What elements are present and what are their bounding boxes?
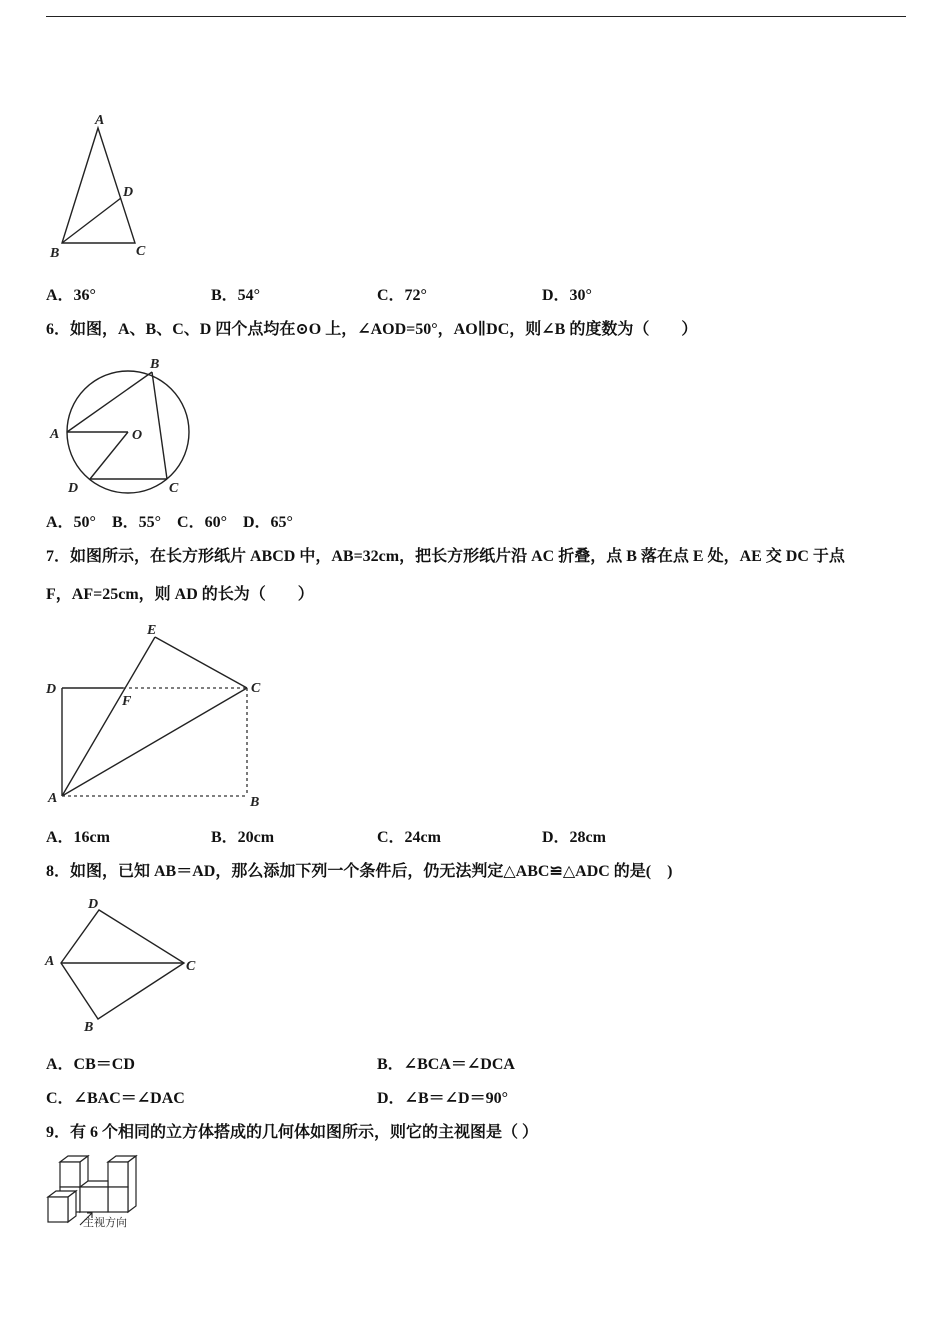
- q6-question-text: 6．如图，A、B、C、D 四个点均在⊙O 上，∠AOD=50°，AO∥DC，则∠B 的度数为（ ）: [46, 321, 698, 338]
- q7-option-d: D．28cm: [542, 829, 606, 846]
- q6-segment-bc: [152, 372, 167, 479]
- q7-rectangle-fold-figure: [44, 618, 269, 813]
- q9-direction-label: 主视方向: [83, 1217, 127, 1229]
- q6-circle-figure: [44, 352, 194, 497]
- q9-cube-middle: [80, 1187, 108, 1212]
- q5-option-a: A．36°: [46, 287, 96, 304]
- q7-question-text-line1: 7．如图所示，在长方形纸片 ABCD 中，AB=32cm，把长方形纸片沿 AC 折叠，点 B 落在点 E 处，AE 交 DC 于点: [46, 548, 845, 565]
- q6-label-o: O: [132, 428, 143, 443]
- q8-label-b: B: [84, 1020, 94, 1035]
- q9-cube-right-side-face: [128, 1156, 136, 1212]
- q8-option-a: A．CB＝CD: [46, 1056, 135, 1073]
- q6-label-a: A: [50, 427, 60, 442]
- q5-triangle-figure: [44, 110, 164, 270]
- q5-option-d: D．30°: [542, 287, 592, 304]
- q7-option-b: B．20cm: [211, 829, 275, 846]
- q8-option-c: C．∠BAC＝∠DAC: [46, 1090, 185, 1107]
- q8-kite-figure: [44, 893, 209, 1038]
- q7-question-text-line2: F，AF=25cm，则 AD 的长为（ ）: [46, 586, 314, 603]
- q6-label-b: B: [150, 357, 160, 372]
- q8-option-d: D．∠B＝∠D＝90°: [377, 1090, 508, 1107]
- q7-segment-ae: [62, 637, 155, 796]
- q6-segment-ab: [67, 372, 152, 432]
- q7-segment-ac: [62, 688, 247, 796]
- q7-label-f: F: [122, 694, 132, 709]
- q5-label-a: A: [95, 113, 105, 128]
- q6-label-c: C: [169, 481, 179, 496]
- q6-label-d: D: [68, 481, 79, 496]
- q7-option-c: C．24cm: [377, 829, 441, 846]
- q9-cube-right-lower: [108, 1187, 128, 1212]
- q9-cubes-figure: [44, 1152, 154, 1234]
- q9-question-text: 9．有 6 个相同的立方体搭成的几何体如图所示，则它的主视图是（ ）: [46, 1124, 539, 1141]
- q8-option-b: B．∠BCA＝∠DCA: [377, 1056, 515, 1073]
- q8-label-c: C: [186, 959, 196, 974]
- q9-cube-front-side-face: [68, 1191, 76, 1222]
- q7-option-a: A．16cm: [46, 829, 110, 846]
- q5-label-b: B: [50, 246, 60, 261]
- q5-label-c: C: [136, 244, 146, 259]
- q8-quadrilateral-adcb: [61, 910, 184, 1019]
- q7-label-b: B: [250, 795, 260, 810]
- q5-option-c: C．72°: [377, 287, 427, 304]
- q7-label-a: A: [48, 791, 58, 806]
- q7-label-c: C: [251, 681, 261, 696]
- q9-cube-front: [48, 1197, 68, 1222]
- q8-label-d: D: [88, 897, 99, 912]
- q7-label-e: E: [147, 623, 157, 638]
- q9-cube-right-upper: [108, 1162, 128, 1187]
- q5-label-d: D: [123, 185, 134, 200]
- q9-cube-left-upper: [60, 1162, 80, 1187]
- q5-option-b: B．54°: [211, 287, 261, 304]
- q5-segment-bd: [62, 198, 121, 243]
- q8-label-a: A: [45, 954, 55, 969]
- header-rule: [46, 16, 906, 17]
- q7-segment-ec: [155, 637, 247, 688]
- q8-question-text: 8．如图，已知 AB＝AD，那么添加下列一个条件后，仍无法判定△ABC≌△ADC 的是( ): [46, 863, 673, 880]
- q7-label-d: D: [46, 682, 57, 697]
- q6-options: A．50° B．55° C．60° D．65°: [46, 514, 293, 531]
- q6-segment-od: [90, 432, 128, 479]
